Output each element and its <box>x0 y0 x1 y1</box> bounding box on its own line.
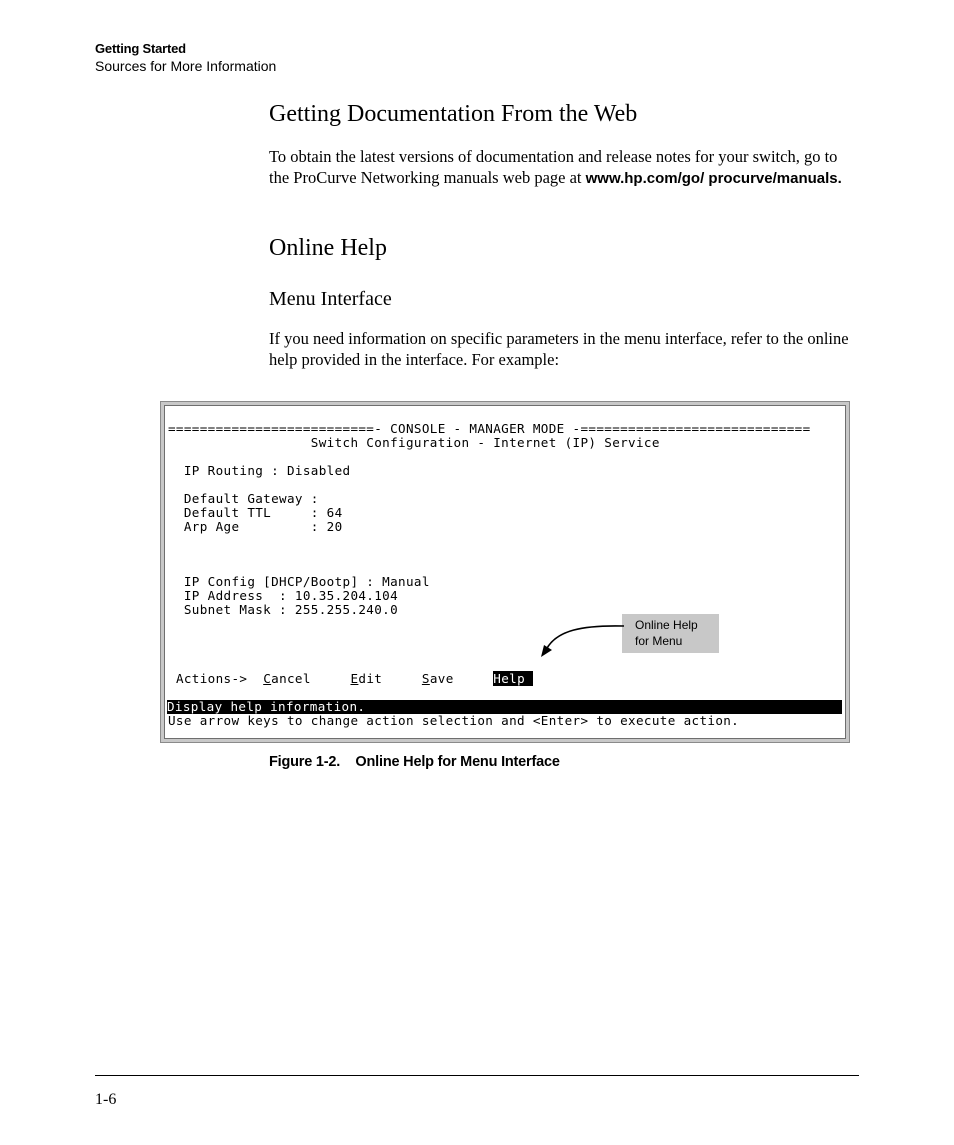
actions-label: Actions-> <box>175 671 248 686</box>
status-line: Display help information. <box>167 700 842 714</box>
section-heading-web-docs: Getting Documentation From the Web <box>269 101 638 127</box>
console-header-line: ==========================- CONSOLE - MANAGER MODE -============================= <box>168 421 811 436</box>
arp-age-field[interactable]: Arp Age : 20 <box>168 519 343 534</box>
running-header-section: Sources for More Information <box>95 58 277 74</box>
running-header-chapter: Getting Started <box>95 41 186 56</box>
subnet-mask-field[interactable]: Subnet Mask : 255.255.240.0 <box>168 602 399 617</box>
save-action[interactable]: Save <box>421 671 454 686</box>
callout-line-1: Online Help <box>635 618 698 632</box>
help-action-selected[interactable]: Help <box>493 671 533 686</box>
subheading-menu-interface: Menu Interface <box>269 288 392 310</box>
hint-line: Use arrow keys to change action selection and <Enter> to execute action. <box>168 713 740 728</box>
web-docs-text: To obtain the latest versions of documentation and release notes for your switch, go to the ProCurve Networking manuals web page at <box>269 147 838 187</box>
callout-line-2: for Menu <box>635 634 683 648</box>
callout-arrow-icon <box>538 620 630 662</box>
console-screen <box>164 405 846 739</box>
cancel-action[interactable]: Cancel <box>263 671 311 686</box>
page-number: 1-6 <box>95 1091 117 1108</box>
edit-action[interactable]: Edit <box>350 671 383 686</box>
console-screen-title: Switch Configuration - Internet (IP) Service <box>168 435 660 450</box>
manuals-url-link[interactable]: www.hp.com/go/ procurve/manuals. <box>585 170 842 187</box>
menu-interface-paragraph: If you need information on specific parameters in the menu interface, refer to the online help provided in the interface. For example: <box>269 329 849 369</box>
default-gateway-field[interactable]: Default Gateway : <box>168 491 319 506</box>
default-ttl-field[interactable]: Default TTL : 64 <box>168 505 343 520</box>
section-heading-online-help: Online Help <box>269 235 387 261</box>
console-figure <box>160 401 850 743</box>
footer-divider <box>95 1075 859 1076</box>
ip-config-field[interactable]: IP Config [DHCP/Bootp] : Manual <box>168 574 430 589</box>
callout-box <box>622 614 719 653</box>
ip-address-field[interactable]: IP Address : 10.35.204.104 <box>168 588 399 603</box>
ip-routing-field[interactable]: IP Routing : Disabled <box>168 463 351 478</box>
actions-bar <box>168 672 533 686</box>
figure-caption: Figure 1-2. Online Help for Menu Interface <box>269 754 560 770</box>
web-docs-paragraph <box>269 146 861 189</box>
